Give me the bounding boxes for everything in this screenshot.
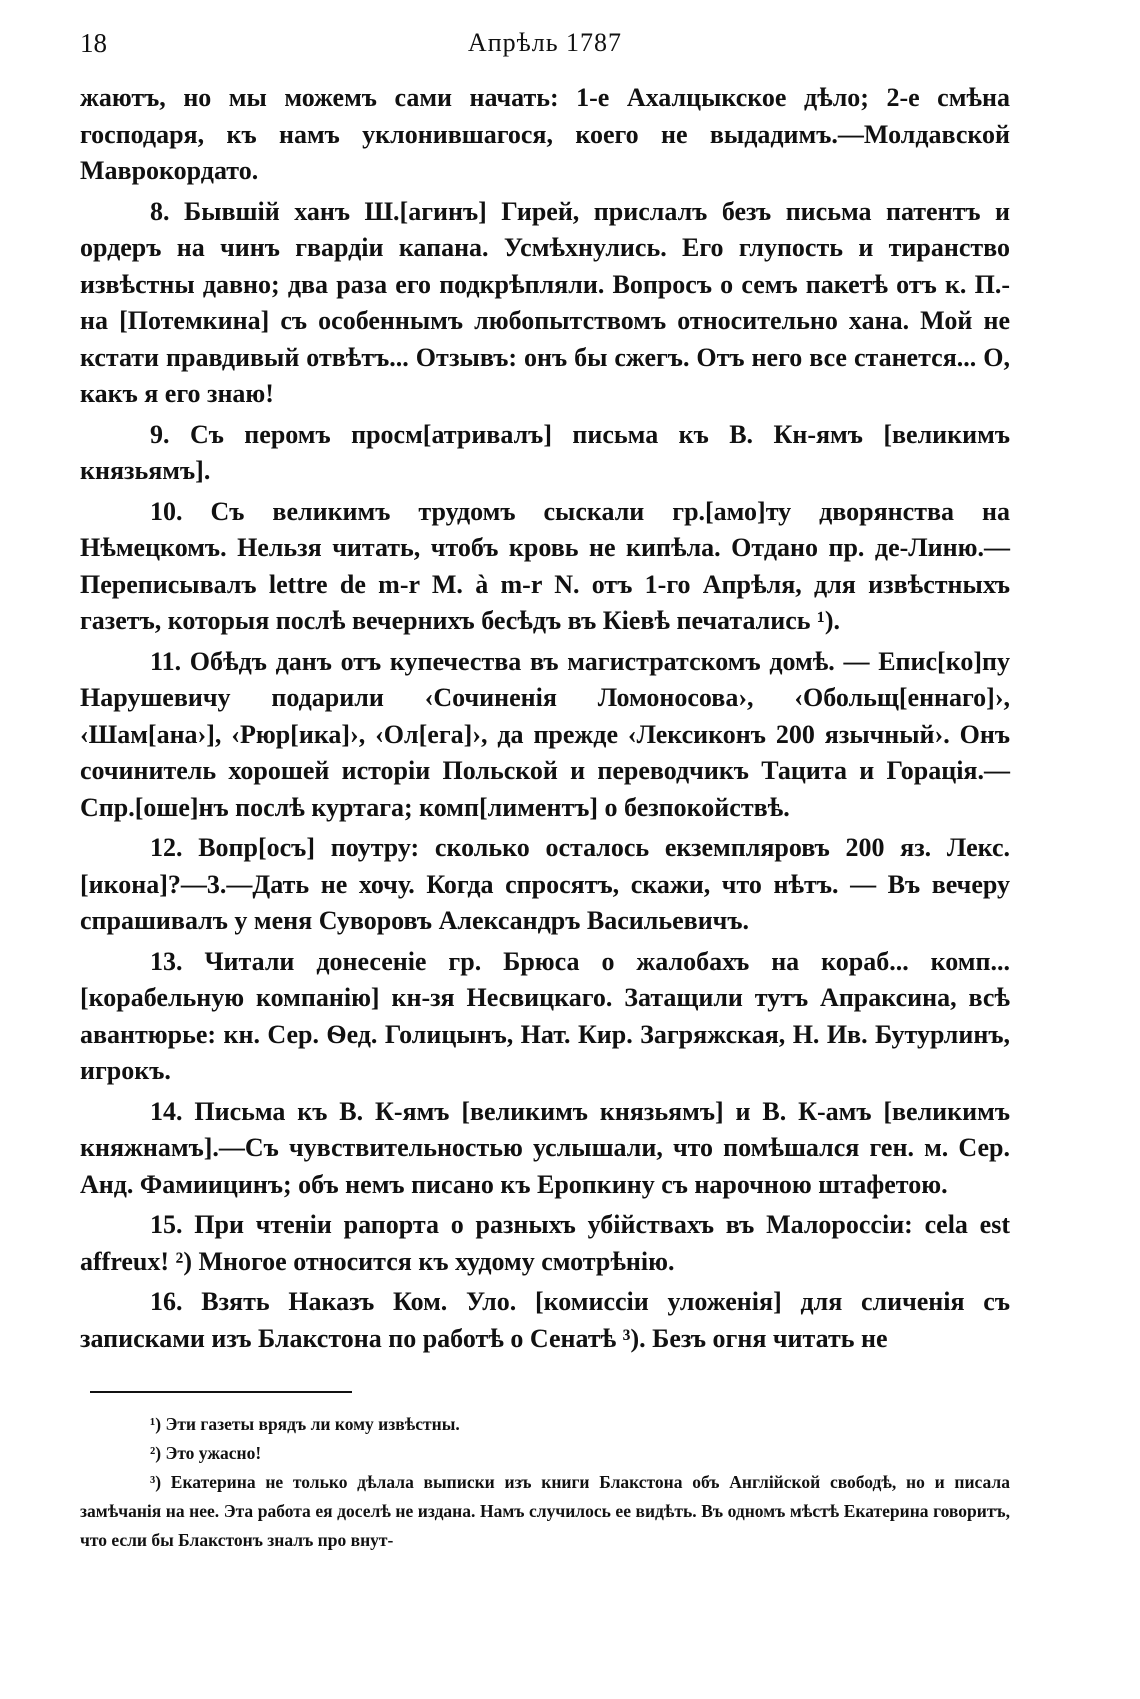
footnote-1: ¹) Эти газеты врядъ ли кому извѣстны. xyxy=(150,1414,460,1434)
page-number: 18 xyxy=(80,28,107,58)
paragraph-11: 11. Обѣдъ данъ отъ купечества въ магистратскомъ домѣ. — Епис[ко]пу Нарушевичу подарили ‹Сочиненія Ломоносова›, ‹Обольщ[еннаго]›, ‹Шам[ана›], ‹Рюр[ика]›, ‹Ол[ега]›, да прежде ‹Лексиконъ 200 язычный›. Онъ сочинитель хорошей исторіи Польской и переводчикъ Тацита и Горація.— Спр.[оше]нъ послѣ куртага; комп[лиментъ] о безпокойствѣ. xyxy=(80,646,1010,822)
paragraph-16: 16. Взять Наказъ Ком. Уло. [комиссіи уложенія] для сличенія съ записками изъ Блакстона по работѣ о Сенатѣ ³). Безъ огня читать не xyxy=(80,1287,1010,1353)
paragraph-14: 14. Письма къ В. К-ямъ [великимъ князьямъ] и В. К-амъ [великимъ княжнамъ].—Съ чувствительностью услышали, что помѣшался ген. м. Сер. Анд. Фамиицинъ; объ немъ писано къ Еропкину съ нарочною штафетою. xyxy=(80,1096,1010,1199)
paragraph-12: 12. Вопр[осъ] поутру: сколько осталось екземпляровъ 200 яз. Лекс.[икона]?—3.—Дать не хочу. Когда спросятъ, скажи, что нѣтъ. — Въ вечеру спрашивалъ у меня Суворовъ Александръ Васильевичъ. xyxy=(80,833,1010,935)
main-text xyxy=(80,80,1010,1361)
page-header xyxy=(80,28,1010,68)
footnotes xyxy=(80,1410,1010,1555)
paragraph-10: 10. Съ великимъ трудомъ сыскали гр.[амо]ту дворянства на Нѣмецкомъ. Нельзя читать, чтобъ кровь не кипѣла. Отдано пр. де-Линю.— Переписывалъ lettre de m-r M. à m-r N. отъ 1-го Апрѣля, для извѣстныхъ газетъ, которыя послѣ вечернихъ бесѣдъ въ Кіевѣ печатались ¹). xyxy=(80,496,1010,635)
paragraph-8: 8. Бывшій ханъ Ш.[агинъ] Гирей, прислалъ безъ письма патентъ и ордеръ на чинъ гвардіи капана. Усмѣхнулись. Его глупость и тиранство извѣстны давно; два раза его подкрѣпляли. Вопросъ о семъ пакетѣ отъ к. П.-на [Потемкина] съ особеннымъ любопытствомъ относительно хана. Мой не кстати правдивый отвѣтъ... Отзывъ: онъ бы сжегъ. Отъ него все станется... О, какъ я его знаю! xyxy=(80,196,1010,408)
paragraph-9: 9. Съ перомъ просм[атривалъ] письма къ В. Кн-ямъ [великимъ князьямъ]. xyxy=(80,419,1010,485)
paragraph-15: 15. При чтеніи рапорта о разныхъ убійствахъ въ Малороссіи: cela est affreux! ²) Многое относится къ худому смотрѣнію. xyxy=(80,1210,1010,1276)
footnote-divider xyxy=(90,1391,352,1393)
footnote-3: ³) Екатерина не только дѣлала выписки изъ книги Блакстона объ Англійской свободѣ, но и писала замѣчанія на нее. Эта работа ея доселѣ не издана. Намъ случилось ее видѣть. Въ одномъ мѣстѣ Екатерина говоритъ, что если бы Блакстонъ зналъ про внут- xyxy=(80,1472,1010,1550)
paragraph-13: 13. Читали донесеніе гр. Брюса о жалобахъ на кораб... комп... [корабельную компанію] кн-зя Несвицкаго. Затащили тутъ Апраксина, всѣ авантюрье: кн. Сер. Ѳед. Голицынъ, Нат. Кир. Загряжская, Н. Ив. Бутурлинъ, игрокъ. xyxy=(80,946,1010,1085)
running-head: Апрѣль 1787 xyxy=(467,28,623,57)
paragraph-continuation: жаютъ, но мы можемъ сами начать: 1-е Ахалцыкское дѣло; 2-е смѣна господаря, къ намъ уклонившагося, коего не выдадимъ.—Молдавской Маврокордато. xyxy=(80,83,1010,185)
footnote-2: ²) Это ужасно! xyxy=(150,1443,262,1463)
